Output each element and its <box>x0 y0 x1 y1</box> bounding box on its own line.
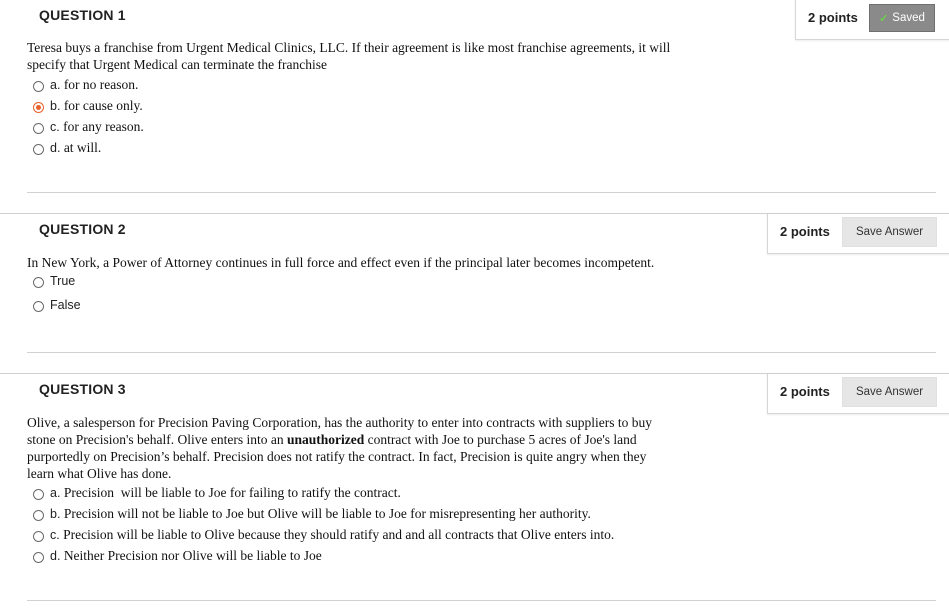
radio-button[interactable] <box>33 301 44 312</box>
question-title: QUESTION 1 <box>39 7 126 23</box>
points-panel <box>767 374 949 414</box>
question-text <box>27 39 670 73</box>
radio-button-selected[interactable] <box>33 102 44 113</box>
option-text: for any reason. <box>59 118 144 134</box>
points-label: 2 points <box>780 224 830 239</box>
option-d[interactable] <box>33 547 322 564</box>
option-text: for cause only. <box>60 97 143 113</box>
question-divider <box>27 600 936 601</box>
check-icon: ✓ <box>879 12 889 25</box>
option-text: False <box>50 297 81 312</box>
option-letter: a. <box>50 485 61 500</box>
option-text: True <box>50 273 76 288</box>
option-text: Precision will not be liable to Joe but Olive will be liable to Joe for misrepresenting her authority. <box>60 505 591 521</box>
option-letter: a. <box>50 77 61 92</box>
option-letter: d. <box>50 548 61 563</box>
option-a[interactable] <box>33 76 138 93</box>
radio-button[interactable] <box>33 277 44 288</box>
points-panel <box>767 214 949 254</box>
text-segment: stone on Precision's behalf. Olive enters into an <box>27 432 288 447</box>
radio-button[interactable] <box>33 81 44 92</box>
option-d[interactable] <box>33 139 101 156</box>
question-text-line <box>27 431 652 448</box>
option-b[interactable] <box>33 97 143 114</box>
question-title: QUESTION 2 <box>39 221 126 237</box>
question-text-line: specify that Urgent Medical can terminate the franchise <box>27 57 327 72</box>
option-a[interactable] <box>33 484 401 501</box>
option-true[interactable] <box>33 272 75 289</box>
radio-button[interactable] <box>33 531 44 542</box>
option-letter: d. <box>50 140 61 155</box>
save-answer-button[interactable]: Save Answer <box>842 217 937 247</box>
option-text: for no reason. <box>60 76 139 92</box>
text-segment: contract with Joe to purchase 5 acres of Joe's land <box>364 432 637 447</box>
question-text-line: In New York, a Power of Attorney continues in full force and effect even if the principal later becomes incompetent. <box>27 255 655 270</box>
radio-button[interactable] <box>33 510 44 521</box>
question-text-line: learn what Olive has done. <box>27 466 172 481</box>
option-letter: b. <box>50 98 61 113</box>
points-label: 2 points <box>780 384 830 399</box>
save-answer-button[interactable]: Save Answer <box>842 377 937 407</box>
option-c[interactable] <box>33 118 144 135</box>
option-text: Precision will be liable to Joe for failing to ratify the contract. <box>60 484 401 500</box>
question-text <box>27 414 652 482</box>
option-text: Precision will be liable to Olive because they should ratify and and all contracts that Olive enters into. <box>59 526 615 542</box>
radio-button[interactable] <box>33 123 44 134</box>
option-letter: c. <box>50 527 60 542</box>
option-b[interactable] <box>33 505 591 522</box>
option-letter: c. <box>50 119 60 134</box>
saved-status-button[interactable] <box>869 4 935 32</box>
points-panel <box>795 0 949 40</box>
question-text-line: Teresa buys a franchise from Urgent Medical Clinics, LLC. If their agreement is like most franchise agreements, it will <box>27 40 671 55</box>
option-false[interactable] <box>33 296 81 313</box>
option-text: at will. <box>60 139 102 155</box>
radio-button[interactable] <box>33 489 44 500</box>
option-c[interactable] <box>33 526 614 543</box>
emphasis-text: unauthorized <box>287 432 365 447</box>
option-letter: b. <box>50 506 61 521</box>
points-label: 2 points <box>808 10 858 25</box>
question-text <box>27 254 654 271</box>
option-text: Neither Precision nor Olive will be liable to Joe <box>60 547 322 563</box>
question-text-line: Olive, a salesperson for Precision Paving Corporation, has the authority to enter into contracts with suppliers to buy <box>27 415 653 430</box>
question-divider <box>27 352 936 353</box>
radio-button[interactable] <box>33 552 44 563</box>
saved-label: Saved <box>892 12 925 24</box>
question-divider <box>27 192 936 193</box>
question-title: QUESTION 3 <box>39 381 126 397</box>
question-text-line: purportedly on Precision’s behalf. Precision does not ratify the contract. In fact, Precision is quite angry when they <box>27 449 647 464</box>
radio-button[interactable] <box>33 144 44 155</box>
